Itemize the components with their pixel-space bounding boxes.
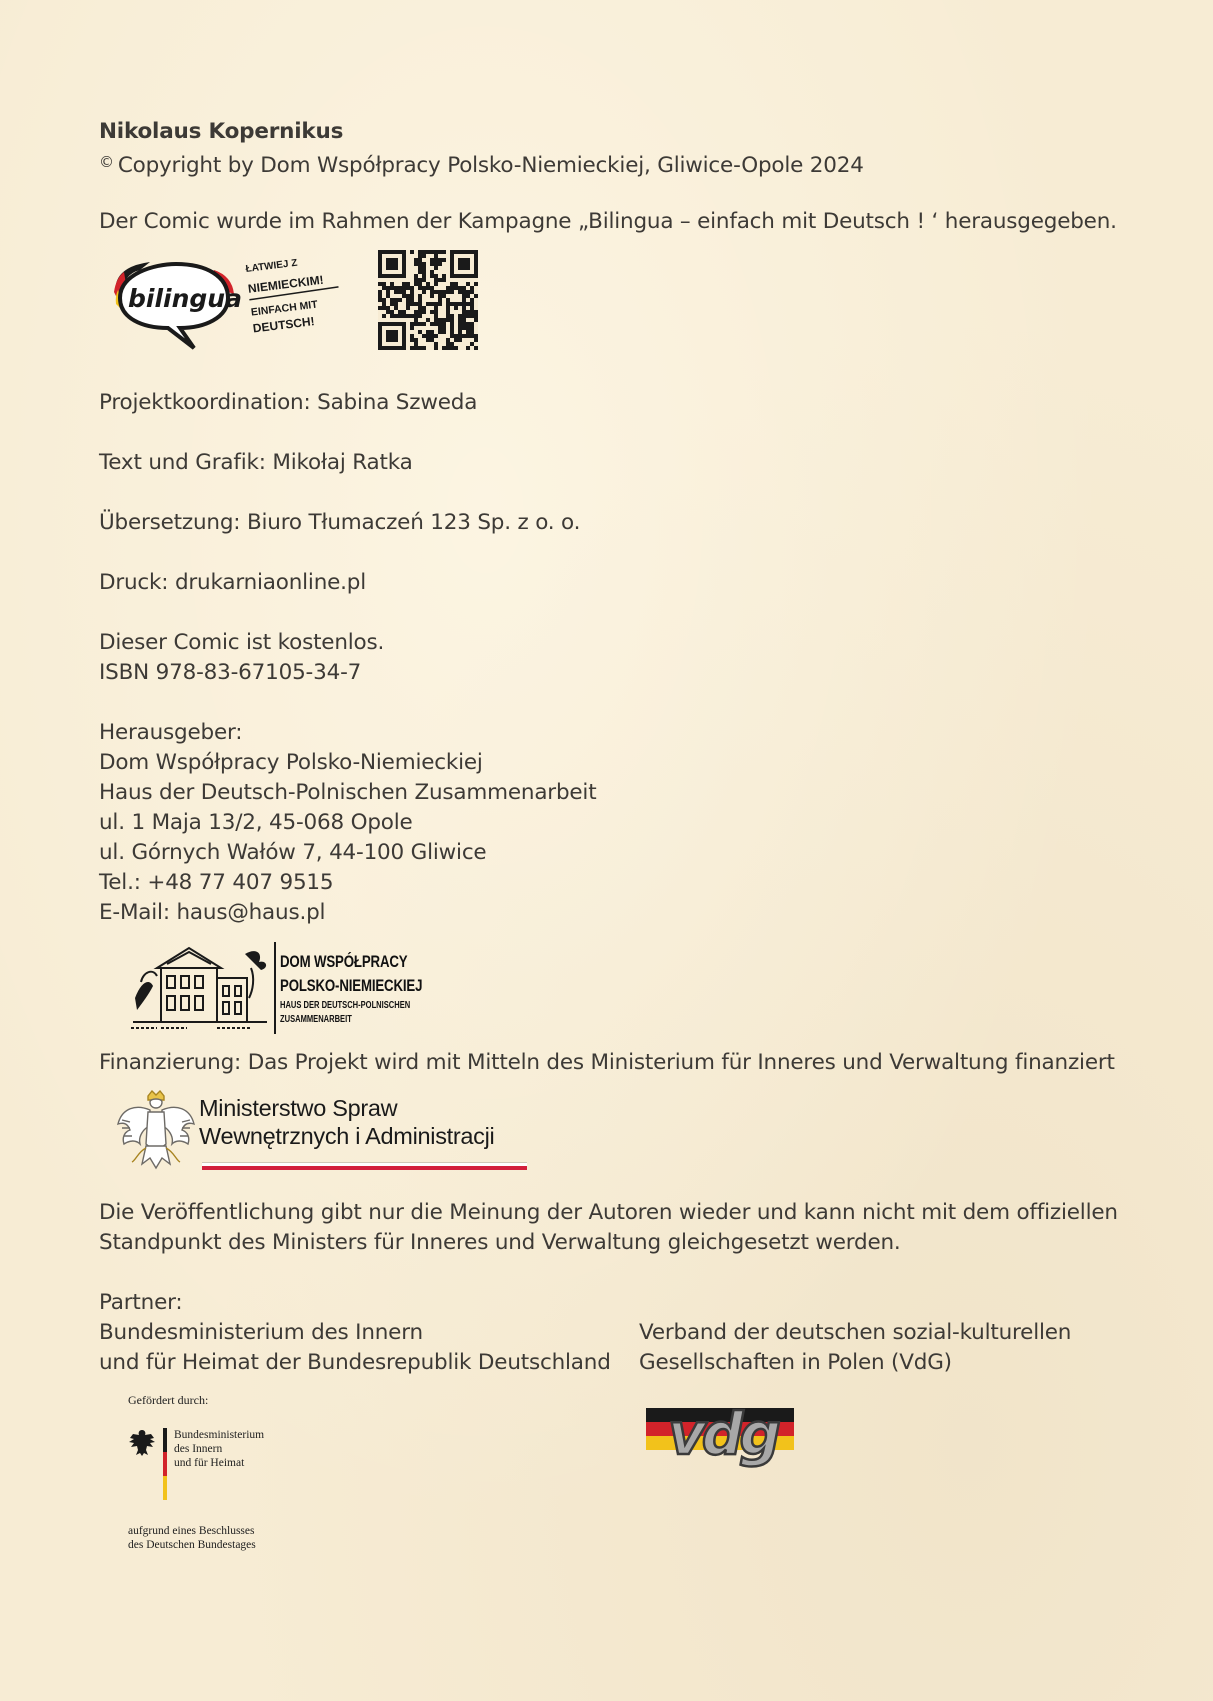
copyright-symbol: ©: [99, 153, 114, 171]
disclaimer-line: Die Veröffentlichung gibt nur die Meinung der Autoren wieder und kann nicht mit dem offiziellen: [99, 1200, 1118, 1225]
publisher-line: Herausgeber:: [99, 720, 243, 745]
campaign-text: Der Comic wurde im Rahmen der Kampagne „Bilingua – einfach mit Deutsch ! ‘ herausgegeben.: [99, 209, 1117, 234]
publisher-line: Haus der Deutsch-Polnischen Zusammenarbeit: [99, 780, 597, 805]
bmi-foot-line: aufgrund eines Beschlusses: [128, 1525, 255, 1537]
publisher-line: Tel.: +48 77 407 9515: [99, 870, 334, 895]
credit-free: Dieser Comic ist kostenlos.: [99, 630, 385, 655]
copyright-text: Copyright by Dom Współpracy Polsko-Niemieckiej, Gliwice-Opole 2024: [117, 153, 864, 178]
vdg-logo: [644, 1400, 796, 1474]
credit-translation: Übersetzung: Biuro Tłumaczeń 123 Sp. z o. o.: [99, 510, 581, 535]
tagline-4: DEUTSCH!: [252, 314, 316, 336]
bmi-foot-line: des Deutschen Bundestages: [128, 1539, 256, 1551]
german-flag-bar: [163, 1428, 167, 1500]
ministry-line: Wewnętrznych i Administracji: [199, 1123, 495, 1149]
partner-right: [639, 1318, 1071, 1378]
publisher-email: E-Mail: haus@haus.pl: [99, 900, 326, 925]
dwpn-logo-text: [280, 950, 462, 1026]
federal-eagle-icon: [128, 1428, 156, 1458]
dwpn-line: ZUSAMMENARBEIT: [280, 1013, 352, 1025]
disclaimer-block: [99, 1198, 1118, 1258]
bmi-name-line: und für Heimat: [174, 1457, 245, 1469]
bilingua-word: bilingua: [128, 284, 242, 313]
copyright-line: [99, 147, 864, 181]
publisher-line: ul. Górnych Wałów 7, 44-100 Gliwice: [99, 840, 487, 865]
qr-code-icon: [378, 250, 478, 350]
partner-right-line: Verband der deutschen sozial-kulturellen: [639, 1320, 1072, 1345]
tagline-2: NIEMIECKIM!: [247, 272, 325, 296]
credit-isbn: ISBN 978-83-67105-34-7: [99, 660, 362, 685]
bmi-name-line: Bundesministerium: [174, 1429, 265, 1441]
credit-coordination: Projektkoordination: Sabina Szweda: [99, 390, 478, 415]
credit-text-graphics: Text und Grafik: Mikołaj Ratka: [99, 450, 413, 475]
partner-left-line: Bundesministerium des Innern: [99, 1320, 423, 1345]
funding-text: Finanzierung: Das Projekt wird mit Mitteln des Ministerium für Inneres und Verwaltung finanziert: [99, 1050, 1115, 1075]
book-title: Nikolaus Kopernikus: [99, 119, 344, 144]
publisher-line: ul. 1 Maja 13/2, 45-068 Opole: [99, 810, 413, 835]
publisher-line: Dom Współpracy Polsko-Niemieckiej: [99, 750, 483, 775]
dwpn-line: DOM WSPÓŁPRACY: [280, 952, 408, 971]
bilingua-logo: [110, 252, 360, 352]
ministry-line: Ministerstwo Spraw: [199, 1095, 398, 1121]
bmi-funded-by: Gefördert durch:: [128, 1393, 209, 1407]
partner-left-line: und für Heimat der Bundesrepublik Deutschland: [99, 1350, 611, 1375]
polish-flag-bar: [202, 1162, 527, 1170]
bmi-footnote: [128, 1524, 256, 1552]
partner-label: Partner:: [99, 1290, 183, 1315]
partner-right-line: Gesellschaften in Polen (VdG): [639, 1350, 952, 1375]
dwpn-line: POLSKO-NIEMIECKIEJ: [280, 976, 423, 995]
bmi-name: [174, 1428, 264, 1470]
publisher-block: [99, 718, 596, 928]
dwpn-line: HAUS DER DEUTSCH-POLNISCHEN: [280, 999, 411, 1011]
tagline-1: ŁATWIEJ Z: [245, 257, 299, 275]
credit-print: Druck: drukarniaonline.pl: [99, 570, 367, 595]
ministry-logo-text: [199, 1094, 494, 1150]
disclaimer-line: Standpunkt des Ministers für Inneres und Verwaltung gleichgesetzt werden.: [99, 1230, 901, 1255]
partner-left: [99, 1318, 611, 1378]
bmi-name-line: des Innern: [174, 1443, 223, 1455]
polish-eagle-icon: [116, 1090, 196, 1172]
vdg-wordmark: vdg: [668, 1400, 777, 1468]
tagline-3: EINFACH MIT: [250, 298, 319, 319]
